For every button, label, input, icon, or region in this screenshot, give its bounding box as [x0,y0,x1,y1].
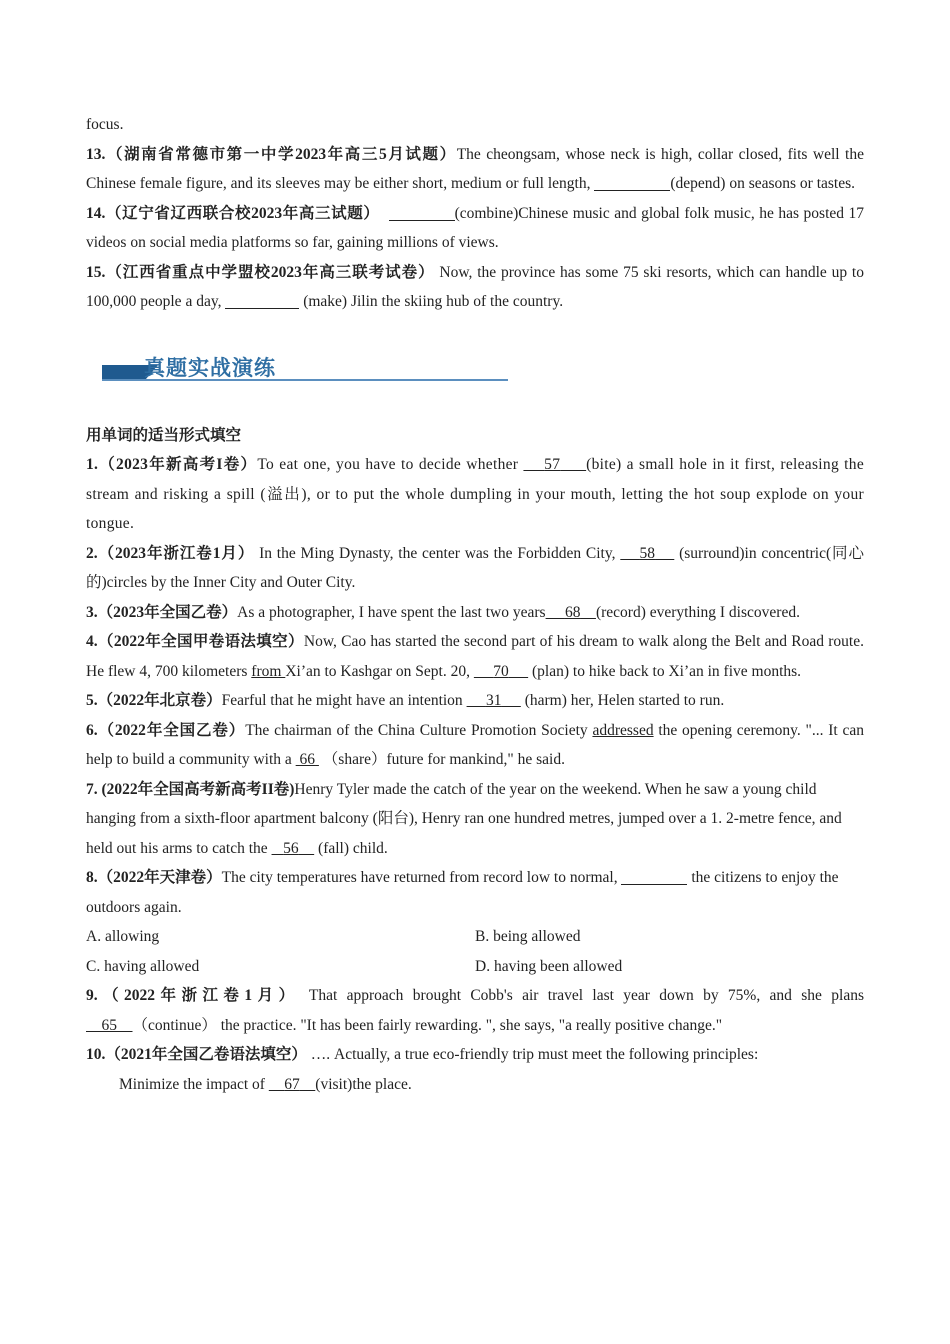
question-source: （2022年全国甲卷语法填空） [97,633,304,650]
question-source: （2021年全国乙卷语法填空） [105,1046,307,1063]
question-9: 9.（2022年浙江卷1月） That approach brought Cobb's air travel last year down by 75%, and she plans 65 （continue） the practice. "It has been fairly rewarding. ", she says, "a really positive change." [86,987,864,1034]
instruction: 用单词的适当形式填空 [86,426,242,444]
question-source: （2023年浙江卷1月） [97,544,255,562]
question-15: 15.（江西省重点中学盟校2023年高三联考试卷） Now, the province has some 75 ski resorts, which can handle up to 100,000 people a day, (make) Jilin the skiing hub of the country. [86,263,864,310]
options-row [86,952,864,982]
answer-blank[interactable]: 58 [639,544,656,562]
option-a[interactable]: A. allowing [86,928,160,945]
question-6: 6.（2022年全国乙卷）The chairman of the China Culture Promotion Society addressed the opening ceremony. "... It can help to build a community with a 66 （share）future for mankind," he said. [86,721,864,768]
answer-blank[interactable] [225,290,299,309]
question-number: 7. [86,780,98,798]
answer-blank[interactable]: 66 [299,751,316,768]
answer-blank[interactable]: 57 [544,456,561,473]
section-bar-icon [102,365,146,379]
question-source: （2023年全国乙卷） [97,603,238,621]
page-content [86,110,864,1099]
question-number: 2. [86,544,98,562]
section-header [86,349,864,409]
answer-blank[interactable]: 68 [564,603,581,621]
question-1: 1.（2023年新高考I卷）To eat one, you have to decide whether 57 (bite) a small hole in it first, releasing the stream and risking a spill (溢出), or to put the whole dumpling in your mouth, letting the hot soup explode on your tongue. [86,456,865,532]
answer-blank[interactable] [389,202,455,221]
question-source: （2022年浙江卷1月） [97,987,300,1004]
question-3: 3.（2023年全国乙卷）As a photographer, I have spent the last two years 68 (record) everything I discovered. [86,603,800,621]
question-7: 7. (2022年全国高考新高考II卷)Henry Tyler made the catch of the year on the weekend. When he saw a young child hanging from a sixth-floor apartment balcony (阳台), Henry ran one hundred metres, jumped over a 1. 2-metre fence, and held out his arms to catch the 56 (fall) child. [86,780,842,857]
question-source: （湖南省常德市第一中学2023年高三5月试题） [105,145,457,163]
answer-blank[interactable]: 65 [101,1016,117,1034]
question-number: 13. [86,145,106,163]
option-c[interactable]: C. having allowed [86,957,200,975]
answer-blank[interactable] [594,172,670,191]
question-number: 4. [86,633,98,650]
continued-line: focus. [86,116,124,133]
answer-blank[interactable] [621,866,687,885]
question-14: 14.（辽宁省辽西联合校2023年高三试题） (combine)Chinese music and global folk music, he has posted 17 videos on social media platforms so far, gaining millions of views. [86,199,864,258]
question-2: 2.（2023年浙江卷1月） In the Ming Dynasty, the center was the Forbidden City, 58 (surround)in concentric(同心的)circles by the Inner City and Outer City. [86,544,864,591]
answer-blank[interactable]: 67 [284,1075,300,1093]
answer-blank[interactable]: 56 [283,839,299,857]
question-source: （辽宁省辽西联合校2023年高三试题） [105,204,380,222]
question-number: 3. [86,603,98,621]
question-number: 9. [86,987,98,1004]
question-number: 10. [86,1046,106,1063]
question-number: 1. [86,456,99,473]
question-number: 5. [86,692,98,709]
question-10: 10.（2021年全国乙卷语法填空） …. Actually, a true eco-friendly trip must meet the following principles: [86,1046,759,1063]
question-5: 5.（2022年北京卷）Fearful that he might have an intention 31 (harm) her, Helen started to run. [86,692,725,709]
question-source: （2023年新高考I卷） [98,456,258,473]
question-13: 13.（湖南省常德市第一中学2023年高三5月试题）The cheongsam, whose neck is high, collar closed, fits well the Chinese female figure, and its sleeves may be either short, medium or full length, (depend) on seasons or tastes. [86,145,864,192]
question-source: (2022年全国高考新高考II卷) [97,780,295,798]
option-b[interactable]: B. being allowed [475,928,581,945]
question-number: 8. [86,869,98,886]
question-source: （江西省重点中学盟校2023年高三联考试卷） [105,263,435,281]
question-source: （2022年天津卷） [97,869,222,886]
answer-blank[interactable]: 70 [493,662,509,680]
question-source: （2022年北京卷） [97,692,222,709]
question-8: 8.（2022年天津卷）The city temperatures have returned from record low to normal, the citizens to enjoy the outdoors again. [86,863,864,922]
question-number: 15. [86,263,106,281]
section-title: 真题实战演练 [144,355,276,380]
question-source: （2022年全国乙卷） [97,721,246,739]
option-d[interactable]: D. having been allowed [475,957,623,975]
question-4: 4.（2022年全国甲卷语法填空）Now, Cao has started the second part of his dream to walk along the Belt and Road route. He flew 4, 700 kilometers from Xi’an to Kashgar on Sept. 20, 70 (plan) to hike back to Xi’an in five months. [86,633,864,680]
question-number: 14. [86,204,106,222]
options-row [86,922,864,952]
answer-blank[interactable]: 31 [485,692,502,709]
question-10-principle: Minimize the impact of 67 (visit)the place. [119,1075,412,1093]
question-number: 6. [86,721,98,739]
